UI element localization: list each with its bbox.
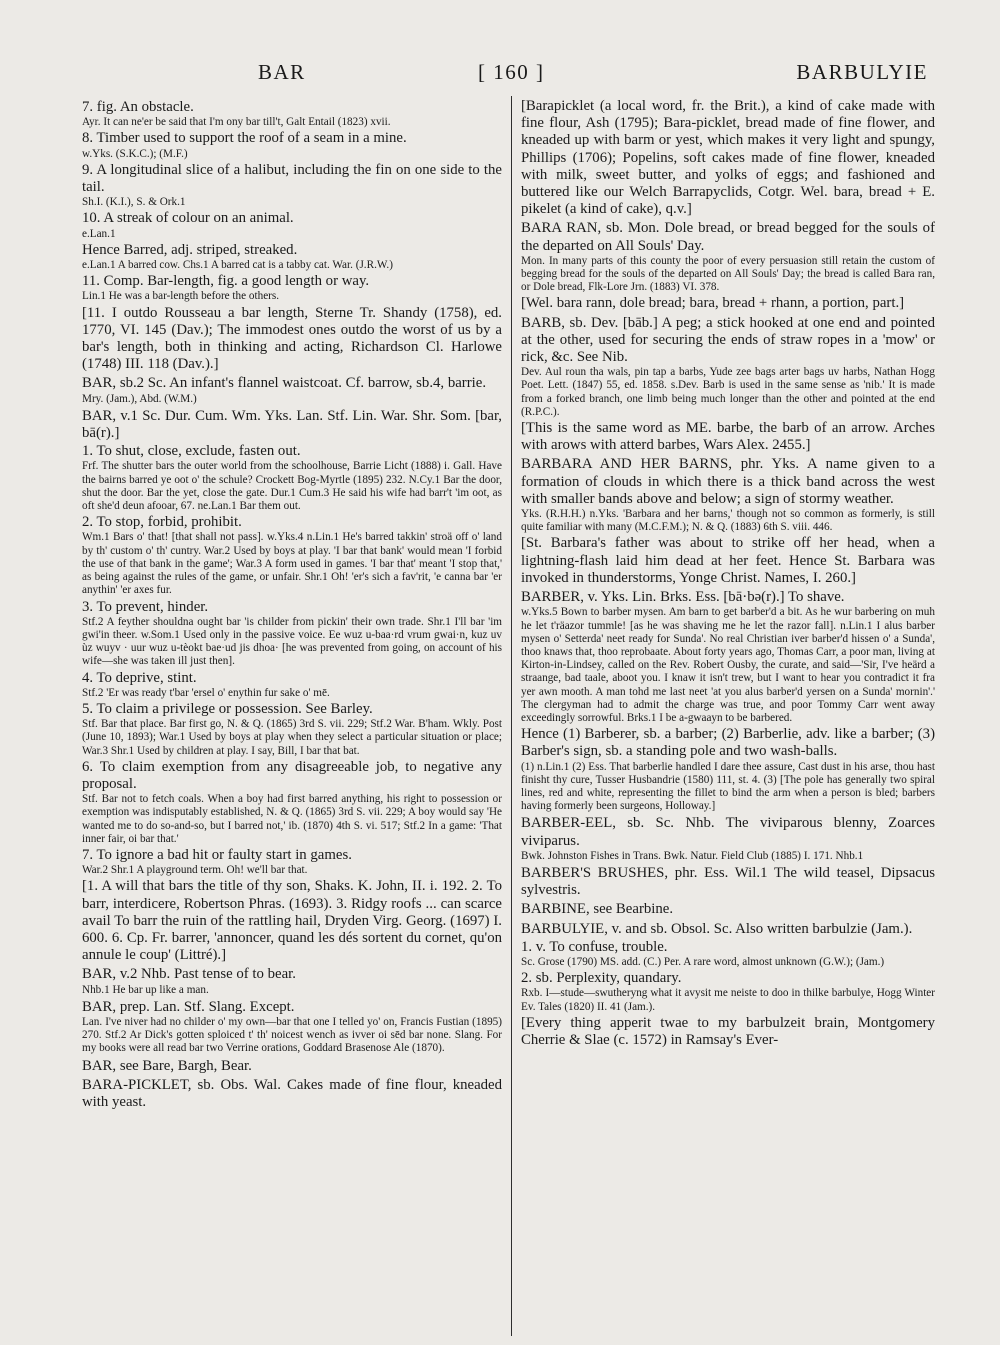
quotation-paragraph: Lin.1 He was a bar-length before the others. <box>82 290 280 303</box>
sense-paragraph: Hence Barred, adj. striped, streaked. <box>82 241 298 258</box>
headword-entry: BARB, sb. Dev. [bāb.] A peg; a stick hooked at one end and pointed at the other, used for securing the ends of straw ropes in a 'mow' or rick, &c. See Nib. <box>521 314 935 366</box>
quotation-paragraph: Rxb. I—stude—swutheryng what it avysit me neiste to doo in thilke barbulye, Hogg Winter Ev. Tales (1820) II. 41 (Jam.). <box>521 987 935 1013</box>
page-number: [ 160 ] <box>478 60 545 84</box>
sense-paragraph: 10. A streak of colour on an animal. <box>82 210 294 227</box>
column-divider <box>511 96 512 1336</box>
sense-paragraph: 5. To claim a privilege or possession. See Barley. <box>82 700 373 717</box>
headword-entry: BARBINE, see Bearbine. <box>521 901 674 918</box>
etymology-note: [Wel. bara rann, dole bread; bara, bread + rhann, a portion, part.] <box>521 295 905 312</box>
quotation-paragraph: Stf. Bar that place. Bar first go, N. & Q. (1865) 3rd S. vii. 229; Stf.2 War. B'ham. Wkly. Post (June 10, 1893); War.1 Used by boys at play when they select a particular situation or place; War.3 Shr.1 Used by children at play. I say, Bill, I bar that bat. <box>82 718 502 757</box>
etymology-note: [This is the same word as ME. barbe, the barb of an arrow. Arches with arows with atterd barbes, Wars Alex. 2455.] <box>521 420 935 454</box>
quotation-paragraph: Mon. In many parts of this county the poor of every persuasion still retain the custom of begging bread for the souls of the departed on All Souls' Day; the bread is called Bara ran, or Dole bread, Flk-Lore Jrn. (1883) VI. 378. <box>521 254 935 294</box>
sense-paragraph: 9. A longitudinal slice of a halibut, including the fin on one side to the tail. <box>82 161 502 196</box>
headword-entry: BARA RAN, sb. Mon. Dole bread, or bread begged for the souls of the departed on All Souls' Day. <box>521 220 935 254</box>
right-column <box>521 98 935 1338</box>
quotation-paragraph: Ayr. It can ne'er be said that I'm ony bar till't, Galt Entail (1823) xvii. <box>82 116 391 129</box>
headword-entry: BAR, v.1 Sc. Dur. Cum. Wm. Yks. Lan. Stf. Lin. War. Shr. Som. [bar, bā(r).] <box>82 407 502 442</box>
sense-paragraph: 11. Comp. Bar-length, fig. a good length or way. <box>82 273 370 290</box>
quotation-paragraph: War.2 Shr.1 A playground term. Oh! we'll bar that. <box>82 864 308 877</box>
quotation-paragraph: (1) n.Lin.1 (2) Ess. That barberlie handled I dare thee assure, Cast dust in his arse, thou hast finisht thy cure, Tusser Husbandrie (1580) 111, st. 4. (3) [The pole has generally two spiral lines, red and white, representing the fillet to bind the arm when a person is bled; barbers having formerly been surgeons, Holloway.] <box>521 760 935 813</box>
quotation-paragraph: e.Lan.1 <box>82 227 116 240</box>
sense-paragraph: 6. To claim exemption from any disagreeable job, to negative any proposal. <box>82 758 502 792</box>
quotation-paragraph: Stf. Bar not to fetch coals. When a boy had first barred anything, his right to possession or exemption was indisputably established, N. & Q. (1865) 3rd S. vii. 229; A boy would say 'He wanted me to do so-and-so, but I barred not,' ib. (1870) 4th S. vi. 517; Stf.2 In a game: 'That inner fair, oi bar that.' <box>82 793 502 845</box>
left-column <box>82 98 502 1258</box>
etymology-note: [Barapicklet (a local word, fr. the Brit.), a kind of cake made with fine flour, Ash (1795); Bara-picklet, bread made of fine flower, and kneaded up with barm or yest, which makes it very light and spungy, Phillips (1706); Popelins, soft cakes made of fine flower, kneaded with milk, sweet butter, and yolks of eggs; and fashioned and buttered like our Welch Barrapyclids, Cotgr. Wel. bara, bread + E. pikelet (a kind of cake), q.v.] <box>521 98 935 218</box>
headword-entry: BARBER, v. Yks. Lin. Brks. Ess. [bā·bə(r).] To shave. <box>521 589 845 606</box>
headword-entry: BARBARA AND HER BARNS, phr. Yks. A name given to a formation of clouds in which there is a thick band across the west with smaller bands above and below; a sign of stormy weather. <box>521 456 935 507</box>
header-right-word: BARBULYIE <box>796 60 928 84</box>
sense-paragraph: 1. To shut, close, exclude, fasten out. <box>82 443 301 460</box>
etymology-note: [St. Barbara's father was about to strike off her head, when a lightning-flash laid him dead at her feet. Hence St. Barbara was invoked in thunderstorms, Yonge Christ. Names, I. 260.] <box>521 535 935 586</box>
quotation-paragraph: Yks. (R.H.H.) n.Yks. 'Barbara and her barns,' though not so common as formerly, is still quite familiar with many (M.C.F.M.); N. & Q. (1883) 6th S. viii. 446. <box>521 508 935 534</box>
etymology-note: [Every thing apperit twae to my barbulzeit brain, Montgomery Cherrie & Slae (c. 1572) in Ramsay's Ever- <box>521 1014 935 1048</box>
quotation-paragraph: Wm.1 Bars o' that! [that shall not pass]. w.Yks.4 n.Lin.1 He's barred takkin' stroä off o' land by th' custom o' th' cuntry. War.2 Used by boys at play. 'I bar that bank' would mean 'I forbid the use of that bank in the game'; War.3 A form used in games. 'I bar that' meant 'I stop that,' as being against the rules of the game, or unfair. Shr.1 Oh! 'er's sich a fav'rit, 'e canna bar 'er anythin' 'er axes fur. <box>82 531 502 597</box>
sense-paragraph: 2. sb. Perplexity, quandary. <box>521 970 682 987</box>
quotation-paragraph: Sc. Grose (1790) MS. add. (C.) Per. A rare word, almost unknown (G.W.); (Jam.) <box>521 955 885 968</box>
etymology-note: [1. A will that bars the title of thy son, Shaks. K. John, II. i. 192. 2. To barr, interdicere, Robertson Phras. (1693). 3. Ridgy roofs ... can scarce avail To barr the ruin of the rattling hail, Dryden Virg. Georg. (1697) I. 600. 6. Cp. Fr. barrer, 'annoncer, quand les dés sortent du cornet, qu'on annule le coup' (Littré).] <box>82 878 502 964</box>
sense-paragraph: 2. To stop, forbid, prohibit. <box>82 514 242 531</box>
quotation-paragraph: w.Yks.5 Bown to barber mysen. Am barn to get barber'd a bit. As he wur barbering on muh he let t'räazor tummle! [as he was shaving me he let the razor fall]. n.Lin.1 I alus barber mysen o' Setterda' neet ready for Sunda'. No real Christian iver barber'd hissen o' a Sunda', thoo knaws that, thoo reprobaate. About forty years ago, Thomas Carr, a poor man, living at Kirton-in-Lindsey, called on the Rev. Robert Ousby, the curate, and said—'Sir, I've heärd a straange, bad taale, aboot you. I knaw it isn't trew, but I want to hear you contradict it fra yer awn mooth. A man tohd me last neet 'at you alus barber'd yersen on a Sunda' mornin'.' The clergyman had to admit the charge was true, and poor Tommy Carr went away exceedingly sorrowful. Brks.1 I be a-gwaayn to be barbered. <box>521 606 935 724</box>
sense-paragraph: Hence (1) Barberer, sb. a barber; (2) Barberlie, adv. like a barber; (3) Barber's sign, sb. a standing pole and two wash-balls. <box>521 726 935 760</box>
headword-entry: BAR, see Bare, Bargh, Bear. <box>82 1057 252 1074</box>
headword-entry: BARBER'S BRUSHES, phr. Ess. Wil.1 The wild teasel, Dipsacus sylvestris. <box>521 864 935 899</box>
headword-entry: BARBER-EEL, sb. Sc. Nhb. The viviparous blenny, Zoarces viviparus. <box>521 815 935 849</box>
quotation-paragraph: Dev. Aul roun tha wals, pin tap a barbs, Yude zee bags arter bags uv harbs, Nathan Hogg Poet. Lett. (1847) 55, ed. 1858. s.Dev. Barb is used in the same sense as 'nib.' It is made from a forked branch, one limb being much longer than the other and pointed at the end (R.P.C.). <box>521 366 935 418</box>
quotation-paragraph: Lan. I've niver had no childer o' my own—bar that one I telled yo' on, Francis Fustian (1895) 270. Stf.2 Ar Dick's gotten sploiced t' th' noicest wench as ivver oi sēd bar none. Slang. For my books were all read bar two Verrine orations, Goddard Brasenose Ale (1870). <box>82 1015 502 1055</box>
quotation-paragraph: Stf.2 'Er was ready t'bar 'ersel o' enythin fur sake o' mē. <box>82 686 330 699</box>
quotation-paragraph: Stf.2 A feyther shouldna ought bar 'is childer from pickin' their own trade. Shr.1 I'll bar 'im gwi'in theer. w.Som.1 Used only in the passive voice. Ee wuz u-baa·rd vrum gwai·n, kuz uv ùz wuyv · uur wuz u-tèokt bae·ud jis dhoa· [he was prevented from going, on account of his wife—she was taken ill just then]. <box>82 615 502 668</box>
quotation-paragraph: w.Yks. (S.K.C.); (M.F.) <box>82 147 188 160</box>
sense-paragraph: 7. To ignore a bad hit or faulty start in games. <box>82 846 352 863</box>
running-header <box>80 60 940 90</box>
sense-paragraph: 8. Timber used to support the roof of a seam in a mine. <box>82 130 407 147</box>
headword-entry: BAR, sb.2 Sc. An infant's flannel waistcoat. Cf. barrow, sb.4, barrie. <box>82 375 487 392</box>
sense-paragraph: 1. v. To confuse, trouble. <box>521 938 668 955</box>
quotation-paragraph: Bwk. Johnston Fishes in Trans. Bwk. Natur. Field Club (1885) I. 171. Nhb.1 <box>521 849 864 862</box>
header-left-word: BAR <box>258 60 306 84</box>
quotation-paragraph: Nhb.1 He bar up like a man. <box>82 983 209 996</box>
etymology-note: [11. I outdo Rousseau a bar length, Sterne Tr. Shandy (1758), ed. 1770, VI. 145 (Dav.); The immodest ones outdo the worst of us by a bar's length, both in thinking and acting, Richardson Cl. Harlowe (1748) III. 118 (Dav.).] <box>82 304 502 373</box>
sense-paragraph: 4. To deprive, stint. <box>82 669 197 686</box>
sense-paragraph: 7. fig. An obstacle. <box>82 99 194 115</box>
headword-entry: BAR, v.2 Nhb. Past tense of to bear. <box>82 966 296 983</box>
headword-entry: BARA-PICKLET, sb. Obs. Wal. Cakes made of fine flour, kneaded with yeast. <box>82 1076 502 1110</box>
headword-entry: BAR, prep. Lan. Stf. Slang. Except. <box>82 998 295 1015</box>
quotation-paragraph: Mry. (Jam.), Abd. (W.M.) <box>82 392 197 405</box>
sense-paragraph: 3. To prevent, hinder. <box>82 598 209 615</box>
quotation-paragraph: Frf. The shutter bars the outer world from the schoolhouse, Barrie Licht (1888) i. Gall. Have the bairns barred ye oot o' the schule? Crockett Bog-Myrtle (1895) 232. N.Cy.1 Bar the door, shut the door. Bar the yet, close the gate. Dur.1 Cum.3 He said his wife had barr't 'im oot, as oft she'd deun afooar, 67. ne.Lan.1 Bar them out. <box>82 460 502 513</box>
quotation-paragraph: e.Lan.1 A barred cow. Chs.1 A barred cat is a tabby cat. War. (J.R.W.) <box>82 259 393 272</box>
quotation-paragraph: Sh.I. (K.I.), S. & Ork.1 <box>82 196 186 209</box>
headword-entry: BARBULYIE, v. and sb. Obsol. Sc. Also written barbulzie (Jam.). <box>521 920 913 937</box>
